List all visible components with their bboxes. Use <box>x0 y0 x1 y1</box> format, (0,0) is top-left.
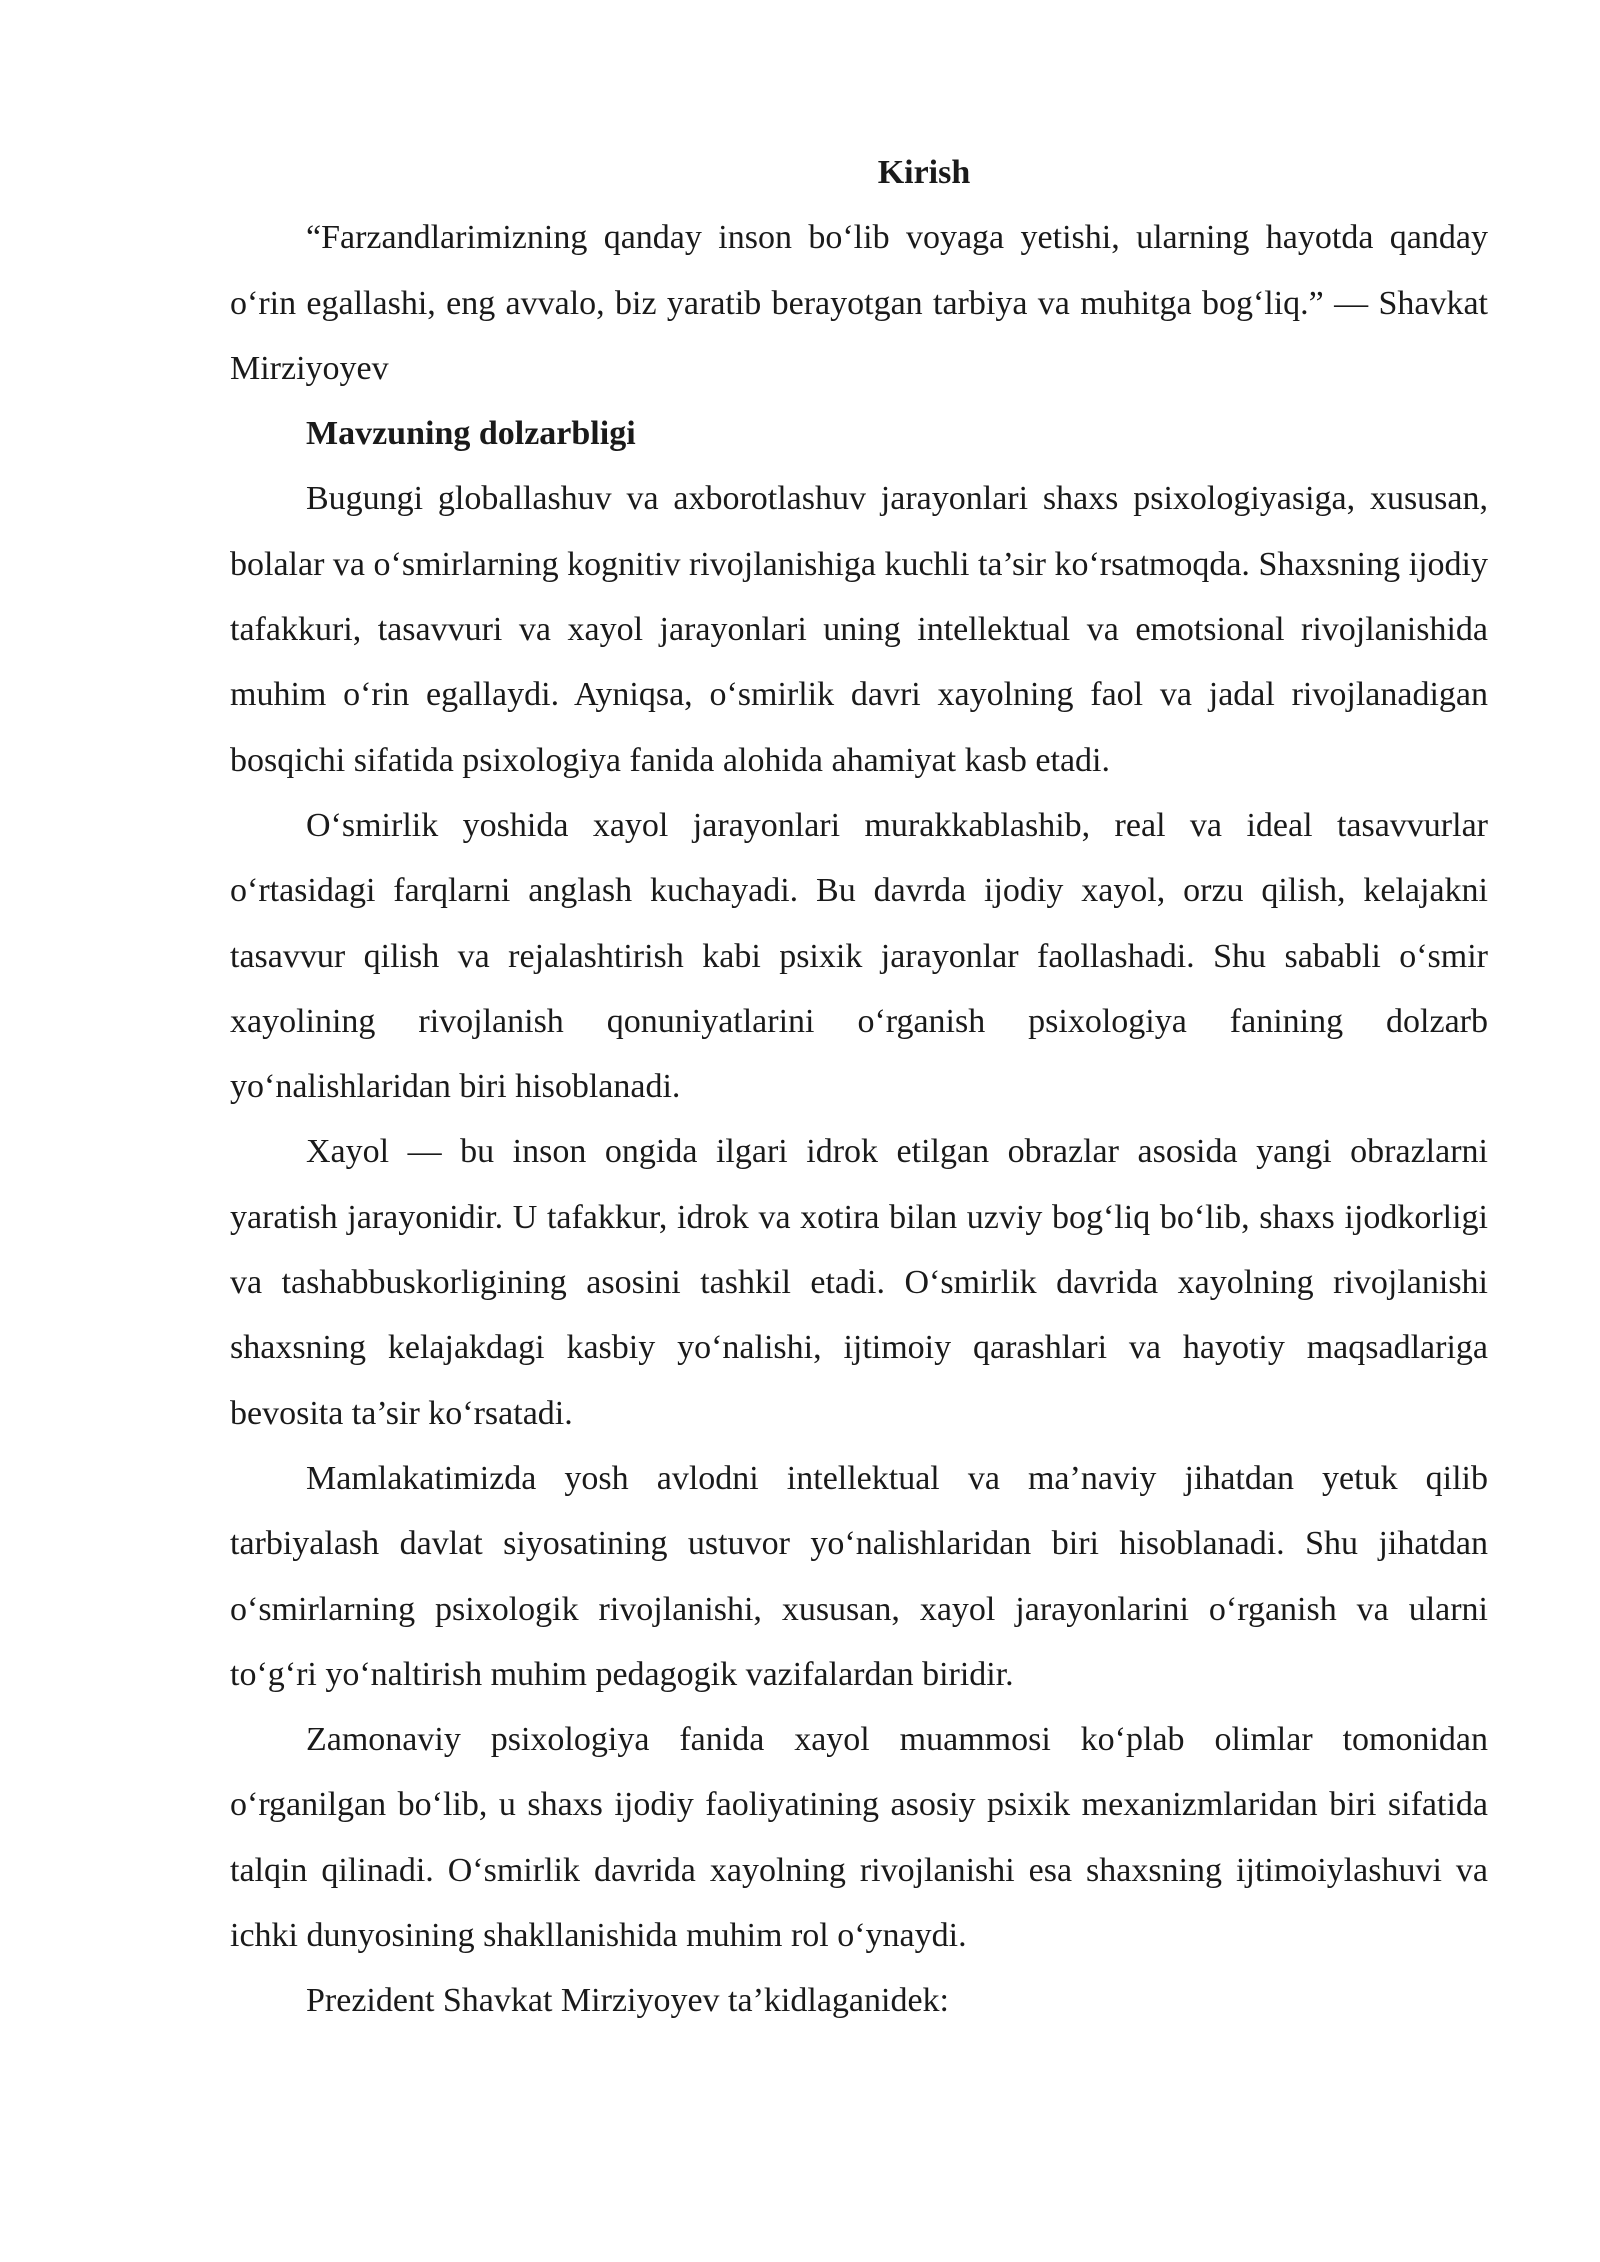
paragraph-4: Mamlakatimizda yosh avlodni intellektual va ma’naviy jihatdan yetuk qilib tarbiyalash davlat siyosatining ustuvor yo‘nalishlaridan biri hisoblanadi. Shu jihatdan o‘smirlarning psixologik rivojlanishi, xususan, xayol jarayonlarini o‘rganish va ularni to‘g‘ri yo‘naltirish muhim pedagogik vazifalardan biridir. <box>230 1459 1488 1693</box>
document-title: Kirish <box>877 154 971 191</box>
section-heading: Mavzuning dolzarbligi <box>306 415 636 453</box>
paragraph-5: Zamonaviy psixologiya fanida xayol muammosi ko‘plab olimlar tomonidan o‘rganilgan bo‘lib, u shaxs ijodiy faoliyatining asosiy psixik mexanizmlaridan biri sifatida talqin qilinadi. O‘smirlik davrida xayolning rivojlanishi esa shaxsning ijtimoiylashuvi va ichki dunyosining shakllanishida muhim rol o‘ynaydi. <box>230 1721 1488 1955</box>
paragraph-2: O‘smirlik yoshida xayol jarayonlari murakkablashib, real va ideal tasavvurlar o‘rtasidagi farqlarni anglash kuchayadi. Bu davrda ijodiy xayol, orzu qilish, kelajakni tasavvur qilish va rejalashtirish kabi psixik jarayonlar faollashadi. Shu sababli o‘smir xayolining rivojlanish qonuniyatlarini o‘rganish psixologiya fanining dolzarb yo‘nalishlaridan biri hisoblanadi. <box>230 806 1488 1106</box>
paragraph-3: Xayol — bu inson ongida ilgari idrok etilgan obrazlar asosida yangi obrazlarni yaratish jarayonidir. U tafakkur, idrok va xotira bilan uzviy bog‘liq bo‘lib, shaxs ijodkorligi va tashabbuskorligining asosini tashkil etadi. O‘smirlik davrida xayolning rivojlanishi shaxsning kelajakdagi kasbiy yo‘nalishi, ijtimoiy qarashlari va hayotiy maqsadlariga bevosita ta’sir ko‘rsatadi. <box>230 1133 1488 1432</box>
epigraph: “Farzandlarimizning qanday inson bo‘lib voyaga yetishi, ularning hayotda qanday o‘rin egallashi, eng avvalo, biz yaratib berayotgan tarbiya va muhitga bog‘liq.” — Shavkat Mirziyoyev <box>230 219 1488 387</box>
paragraph-1: Bugungi globallashuv va axborotlashuv jarayonlari shaxs psixologiyasiga, xususan, bolalar va o‘smirlarning kognitiv rivojlanishiga kuchli ta’sir ko‘rsatmoqda. Shaxsning ijodiy tafakkuri, tasavvuri va xayol jarayonlari uning intellektual va emotsional rivojlanishida muhim o‘rin egallaydi. Ayniqsa, o‘smirlik davri xayolning faol va jadal rivojlanadigan bosqichi sifatida psixologiya fanida alohida ahamiyat kasb etadi. <box>230 480 1488 779</box>
paragraph-6: Prezident Shavkat Mirziyoyev ta’kidlaganidek: <box>306 1982 949 2020</box>
document-body <box>230 140 1488 2034</box>
